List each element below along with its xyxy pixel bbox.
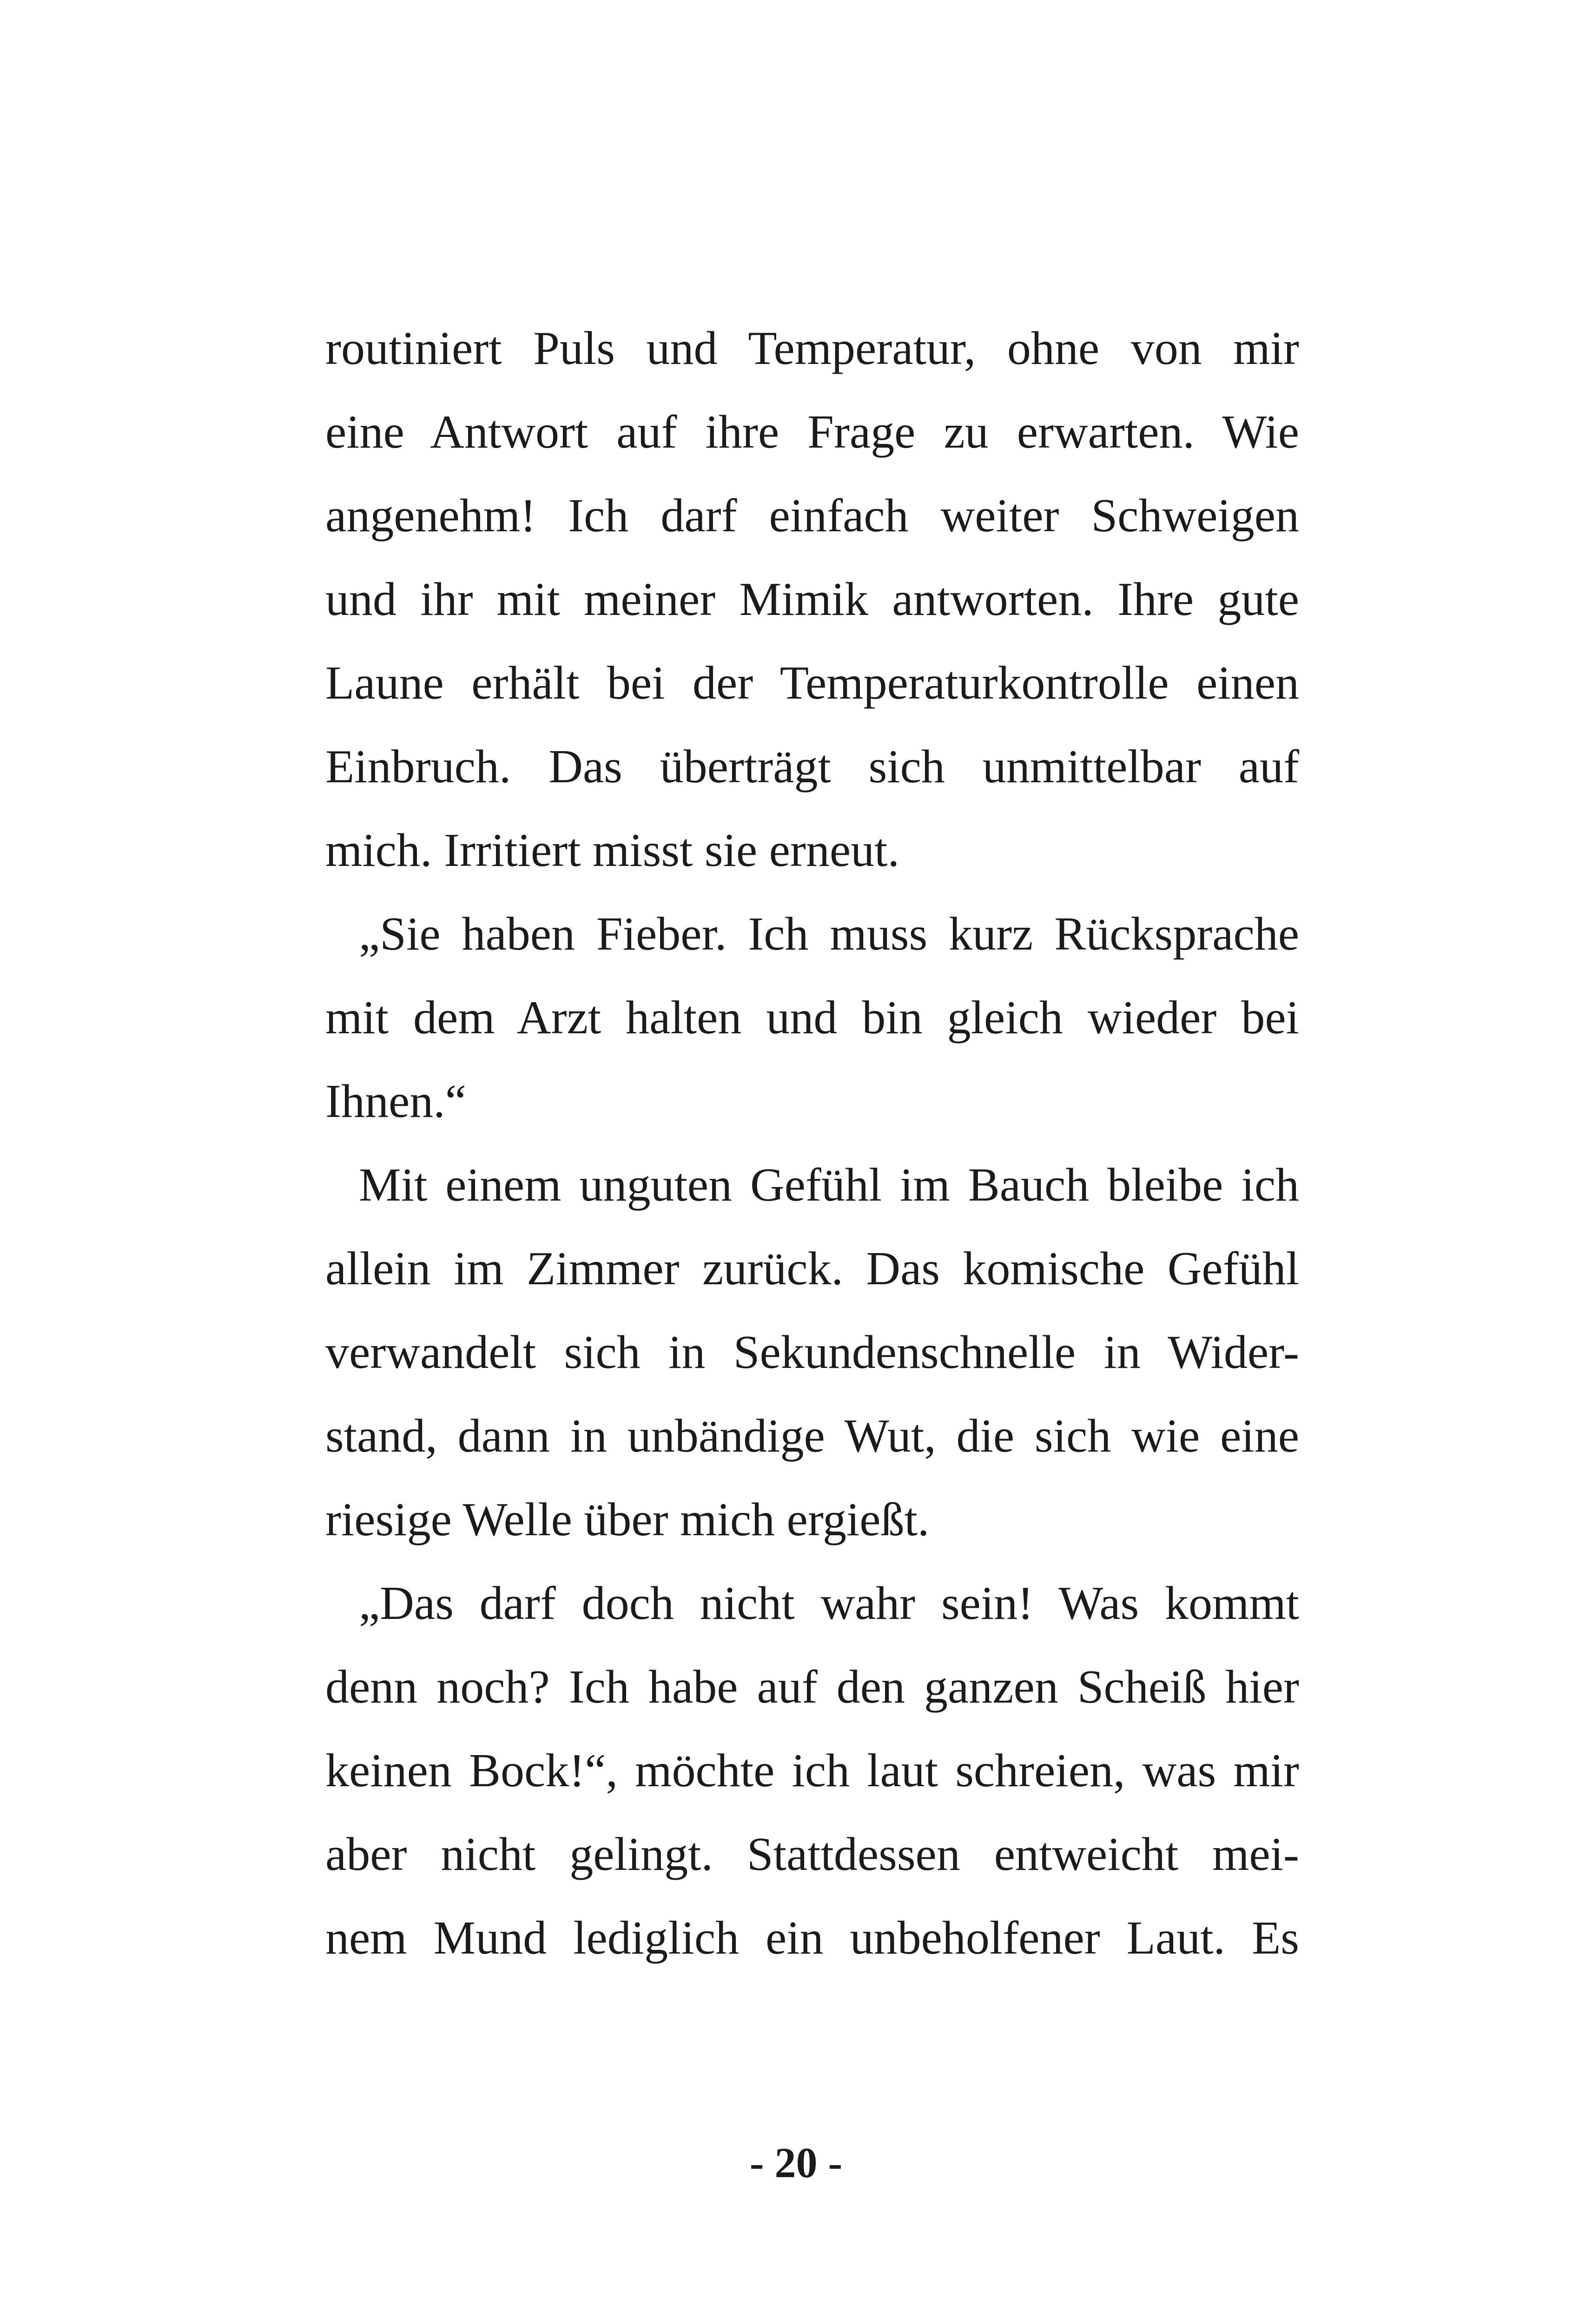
text-line: „Sie haben Fieber. Ich muss kurz Rücksprache [359,908,1299,960]
text-line: allein im Zimmer zurück. Das komische Gefühl [325,1242,1299,1295]
text-line: routiniert Puls und Temperatur, ohne von mir [325,322,1299,375]
text-line: eine Antwort auf ihre Frage zu erwarten. Wie [325,406,1299,458]
text-line: verwandelt sich in Sekundenschnelle in Wider- [325,1326,1299,1379]
text-line: angenehm! Ich darf einfach weiter Schweigen [325,489,1299,542]
text-line: nem Mund lediglich ein unbeholfener Laut. Es [325,1912,1299,1964]
text-line: riesige Welle über mich ergießt. [325,1493,930,1546]
text-line: Ihnen.“ [325,1075,467,1128]
text-line: keinen Bock!“, möchte ich laut schreien, was mir [325,1744,1299,1797]
body-text [325,307,1299,1980]
text-line: Mit einem unguten Gefühl im Bauch bleibe ich [359,1159,1299,1211]
text-line: aber nicht gelingt. Stattdessen entweicht mei- [325,1828,1299,1881]
text-line: denn noch? Ich habe auf den ganzen Scheiß hier [325,1661,1299,1713]
text-line: stand, dann in unbändige Wut, die sich wie eine [325,1410,1299,1462]
text-line: mit dem Arzt halten und bin gleich wieder bei [325,991,1299,1044]
text-line: Laune erhält bei der Temperaturkontrolle einen [325,657,1299,709]
page-number: - 20 - [749,2139,843,2186]
text-line: „Das darf doch nicht wahr sein! Was kommt [359,1577,1299,1630]
text-line: Einbruch. Das überträgt sich unmittelbar auf [325,740,1299,793]
text-line: und ihr mit meiner Mimik antworten. Ihre gute [325,573,1299,626]
text-line: mich. Irritiert misst sie erneut. [325,824,900,877]
